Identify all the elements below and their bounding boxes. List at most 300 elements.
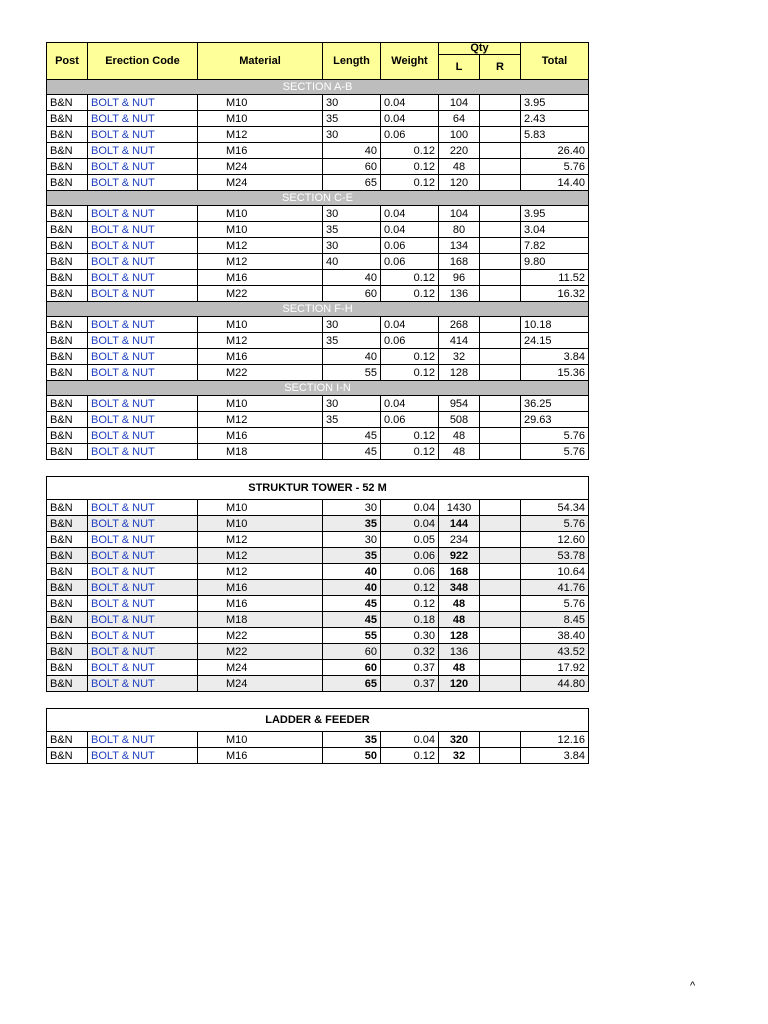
weight-cell: 0.12 bbox=[381, 580, 439, 596]
erection-code-cell: BOLT & NUT bbox=[88, 500, 198, 516]
qty-l-cell: 954 bbox=[439, 396, 480, 412]
total-cell: 38.40 bbox=[521, 628, 589, 644]
material-cell: M12 bbox=[198, 127, 323, 143]
total-cell: 11.52 bbox=[521, 270, 589, 286]
section-header bbox=[47, 381, 589, 396]
erection-code-cell: BOLT & NUT bbox=[88, 270, 198, 286]
table-row bbox=[47, 254, 589, 270]
qty-l-cell: 48 bbox=[439, 444, 480, 460]
qty-r-cell bbox=[480, 580, 521, 596]
ladder-table bbox=[46, 708, 589, 764]
table-row bbox=[47, 333, 589, 349]
table-row bbox=[47, 159, 589, 175]
table-row bbox=[47, 500, 589, 516]
qty-r-cell bbox=[480, 365, 521, 381]
length-cell: 55 bbox=[323, 365, 381, 381]
weight-cell: 0.37 bbox=[381, 676, 439, 692]
erection-code-cell: BOLT & NUT bbox=[88, 159, 198, 175]
erection-code-cell: BOLT & NUT bbox=[88, 748, 198, 764]
length-cell: 30 bbox=[323, 500, 381, 516]
material-cell: M10 bbox=[198, 95, 323, 111]
length-cell: 45 bbox=[323, 444, 381, 460]
weight-cell: 0.12 bbox=[381, 175, 439, 191]
total-cell: 9.80 bbox=[521, 254, 589, 270]
qty-l-cell: 234 bbox=[439, 532, 480, 548]
material-cell: M10 bbox=[198, 732, 323, 748]
table-row bbox=[47, 95, 589, 111]
qty-l-cell: 1430 bbox=[439, 500, 480, 516]
qty-r-cell bbox=[480, 676, 521, 692]
table-row bbox=[47, 596, 589, 612]
table-row bbox=[47, 516, 589, 532]
total-cell: 15.36 bbox=[521, 365, 589, 381]
material-cell: M12 bbox=[198, 254, 323, 270]
total-cell: 12.60 bbox=[521, 532, 589, 548]
post-cell: B&N bbox=[47, 644, 88, 660]
table-row bbox=[47, 286, 589, 302]
weight-cell: 0.04 bbox=[381, 95, 439, 111]
post-cell: B&N bbox=[47, 238, 88, 254]
total-cell: 5.76 bbox=[521, 516, 589, 532]
erection-code-cell: BOLT & NUT bbox=[88, 175, 198, 191]
qty-l-cell: 32 bbox=[439, 748, 480, 764]
section-title: SECTION F-H bbox=[47, 302, 589, 317]
total-cell: 29.63 bbox=[521, 412, 589, 428]
total-cell: 12.16 bbox=[521, 732, 589, 748]
length-cell: 30 bbox=[323, 532, 381, 548]
qty-r-cell bbox=[480, 175, 521, 191]
total-cell: 5.76 bbox=[521, 596, 589, 612]
material-cell: M22 bbox=[198, 644, 323, 660]
erection-code-cell: BOLT & NUT bbox=[88, 428, 198, 444]
weight-cell: 0.04 bbox=[381, 732, 439, 748]
length-cell: 30 bbox=[323, 206, 381, 222]
erection-code-cell: BOLT & NUT bbox=[88, 412, 198, 428]
erection-code-cell: BOLT & NUT bbox=[88, 732, 198, 748]
qty-r-cell bbox=[480, 349, 521, 365]
post-cell: B&N bbox=[47, 444, 88, 460]
table-row bbox=[47, 444, 589, 460]
weight-cell: 0.06 bbox=[381, 564, 439, 580]
qty-l-cell: 120 bbox=[439, 676, 480, 692]
qty-l-cell: 168 bbox=[439, 564, 480, 580]
length-cell: 60 bbox=[323, 286, 381, 302]
post-cell: B&N bbox=[47, 365, 88, 381]
length-cell: 45 bbox=[323, 596, 381, 612]
erection-code-cell: BOLT & NUT bbox=[88, 644, 198, 660]
total-cell: 16.32 bbox=[521, 286, 589, 302]
table-row bbox=[47, 222, 589, 238]
sections-table bbox=[46, 42, 589, 460]
erection-code-cell: BOLT & NUT bbox=[88, 254, 198, 270]
qty-l-cell: 134 bbox=[439, 238, 480, 254]
length-cell: 30 bbox=[323, 317, 381, 333]
total-cell: 54.34 bbox=[521, 500, 589, 516]
erection-code-cell: BOLT & NUT bbox=[88, 564, 198, 580]
section-header bbox=[47, 80, 589, 95]
erection-code-cell: BOLT & NUT bbox=[88, 396, 198, 412]
post-cell: B&N bbox=[47, 612, 88, 628]
table-row bbox=[47, 428, 589, 444]
qty-l-cell: 128 bbox=[439, 365, 480, 381]
weight-cell: 0.18 bbox=[381, 612, 439, 628]
erection-code-cell: BOLT & NUT bbox=[88, 286, 198, 302]
qty-l-cell: 348 bbox=[439, 580, 480, 596]
header-total: Total bbox=[521, 43, 589, 80]
section-header bbox=[47, 191, 589, 206]
weight-cell: 0.04 bbox=[381, 396, 439, 412]
material-cell: M16 bbox=[198, 596, 323, 612]
header-qty: Qty bbox=[439, 43, 521, 55]
material-cell: M12 bbox=[198, 532, 323, 548]
qty-r-cell bbox=[480, 238, 521, 254]
erection-code-cell: BOLT & NUT bbox=[88, 516, 198, 532]
post-cell: B&N bbox=[47, 175, 88, 191]
table-row bbox=[47, 317, 589, 333]
length-cell: 30 bbox=[323, 95, 381, 111]
post-cell: B&N bbox=[47, 412, 88, 428]
qty-r-cell bbox=[480, 660, 521, 676]
table-row bbox=[47, 532, 589, 548]
qty-r-cell bbox=[480, 412, 521, 428]
ladder-title: LADDER & FEEDER bbox=[47, 709, 589, 732]
table-row bbox=[47, 143, 589, 159]
length-cell: 30 bbox=[323, 396, 381, 412]
post-cell: B&N bbox=[47, 286, 88, 302]
header-weight: Weight bbox=[381, 43, 439, 80]
qty-r-cell bbox=[480, 111, 521, 127]
length-cell: 30 bbox=[323, 238, 381, 254]
length-cell: 65 bbox=[323, 676, 381, 692]
weight-cell: 0.37 bbox=[381, 660, 439, 676]
table-row bbox=[47, 548, 589, 564]
qty-r-cell bbox=[480, 732, 521, 748]
weight-cell: 0.12 bbox=[381, 748, 439, 764]
qty-r-cell bbox=[480, 254, 521, 270]
total-cell: 5.76 bbox=[521, 159, 589, 175]
weight-cell: 0.12 bbox=[381, 444, 439, 460]
qty-l-cell: 100 bbox=[439, 127, 480, 143]
section-title: SECTION A-B bbox=[47, 80, 589, 95]
total-cell: 24.15 bbox=[521, 333, 589, 349]
length-cell: 55 bbox=[323, 628, 381, 644]
qty-l-cell: 414 bbox=[439, 333, 480, 349]
material-cell: M24 bbox=[198, 159, 323, 175]
length-cell: 35 bbox=[323, 333, 381, 349]
post-cell: B&N bbox=[47, 660, 88, 676]
qty-l-cell: 136 bbox=[439, 644, 480, 660]
qty-r-cell bbox=[480, 270, 521, 286]
erection-code-cell: BOLT & NUT bbox=[88, 143, 198, 159]
qty-l-cell: 220 bbox=[439, 143, 480, 159]
qty-r-cell bbox=[480, 596, 521, 612]
length-cell: 60 bbox=[323, 644, 381, 660]
qty-l-cell: 168 bbox=[439, 254, 480, 270]
weight-cell: 0.12 bbox=[381, 428, 439, 444]
qty-l-cell: 508 bbox=[439, 412, 480, 428]
total-cell: 3.95 bbox=[521, 206, 589, 222]
material-cell: M22 bbox=[198, 286, 323, 302]
qty-r-cell bbox=[480, 748, 521, 764]
qty-l-cell: 922 bbox=[439, 548, 480, 564]
qty-l-cell: 144 bbox=[439, 516, 480, 532]
qty-r-cell bbox=[480, 396, 521, 412]
section-title: SECTION I-N bbox=[47, 381, 589, 396]
erection-code-cell: BOLT & NUT bbox=[88, 349, 198, 365]
weight-cell: 0.30 bbox=[381, 628, 439, 644]
erection-code-cell: BOLT & NUT bbox=[88, 444, 198, 460]
erection-code-cell: BOLT & NUT bbox=[88, 532, 198, 548]
table-row bbox=[47, 349, 589, 365]
material-cell: M10 bbox=[198, 500, 323, 516]
total-cell: 3.95 bbox=[521, 95, 589, 111]
material-cell: M10 bbox=[198, 396, 323, 412]
weight-cell: 0.12 bbox=[381, 596, 439, 612]
erection-code-cell: BOLT & NUT bbox=[88, 660, 198, 676]
weight-cell: 0.04 bbox=[381, 500, 439, 516]
length-cell: 40 bbox=[323, 143, 381, 159]
total-cell: 3.84 bbox=[521, 349, 589, 365]
table-row bbox=[47, 270, 589, 286]
erection-code-cell: BOLT & NUT bbox=[88, 127, 198, 143]
total-cell: 10.18 bbox=[521, 317, 589, 333]
table-row bbox=[47, 628, 589, 644]
material-cell: M16 bbox=[198, 428, 323, 444]
length-cell: 40 bbox=[323, 270, 381, 286]
table-row bbox=[47, 365, 589, 381]
material-cell: M24 bbox=[198, 175, 323, 191]
struktur-title: STRUKTUR TOWER - 52 M bbox=[47, 477, 589, 500]
post-cell: B&N bbox=[47, 428, 88, 444]
material-cell: M22 bbox=[198, 628, 323, 644]
qty-l-cell: 104 bbox=[439, 206, 480, 222]
total-cell: 17.92 bbox=[521, 660, 589, 676]
post-cell: B&N bbox=[47, 516, 88, 532]
erection-code-cell: BOLT & NUT bbox=[88, 111, 198, 127]
total-cell: 36.25 bbox=[521, 396, 589, 412]
material-cell: M10 bbox=[198, 516, 323, 532]
weight-cell: 0.06 bbox=[381, 127, 439, 143]
length-cell: 35 bbox=[323, 548, 381, 564]
total-cell: 44.80 bbox=[521, 676, 589, 692]
qty-l-cell: 96 bbox=[439, 270, 480, 286]
post-cell: B&N bbox=[47, 317, 88, 333]
qty-r-cell bbox=[480, 206, 521, 222]
post-cell: B&N bbox=[47, 580, 88, 596]
erection-code-cell: BOLT & NUT bbox=[88, 676, 198, 692]
post-cell: B&N bbox=[47, 159, 88, 175]
material-cell: M16 bbox=[198, 748, 323, 764]
material-cell: M24 bbox=[198, 660, 323, 676]
qty-l-cell: 120 bbox=[439, 175, 480, 191]
total-cell: 14.40 bbox=[521, 175, 589, 191]
table-row bbox=[47, 111, 589, 127]
total-cell: 5.76 bbox=[521, 428, 589, 444]
erection-code-cell: BOLT & NUT bbox=[88, 628, 198, 644]
length-cell: 65 bbox=[323, 175, 381, 191]
header-post: Post bbox=[47, 43, 88, 80]
material-cell: M16 bbox=[198, 580, 323, 596]
material-cell: M18 bbox=[198, 612, 323, 628]
material-cell: M16 bbox=[198, 270, 323, 286]
table-row bbox=[47, 644, 589, 660]
qty-r-cell bbox=[480, 444, 521, 460]
erection-code-cell: BOLT & NUT bbox=[88, 596, 198, 612]
qty-l-cell: 268 bbox=[439, 317, 480, 333]
weight-cell: 0.04 bbox=[381, 111, 439, 127]
qty-r-cell bbox=[480, 95, 521, 111]
post-cell: B&N bbox=[47, 500, 88, 516]
material-cell: M10 bbox=[198, 111, 323, 127]
qty-l-cell: 64 bbox=[439, 111, 480, 127]
length-cell: 45 bbox=[323, 428, 381, 444]
qty-r-cell bbox=[480, 222, 521, 238]
header-length: Length bbox=[323, 43, 381, 80]
qty-l-cell: 136 bbox=[439, 286, 480, 302]
post-cell: B&N bbox=[47, 222, 88, 238]
weight-cell: 0.12 bbox=[381, 270, 439, 286]
weight-cell: 0.04 bbox=[381, 222, 439, 238]
erection-code-cell: BOLT & NUT bbox=[88, 206, 198, 222]
erection-code-cell: BOLT & NUT bbox=[88, 95, 198, 111]
erection-code-cell: BOLT & NUT bbox=[88, 222, 198, 238]
post-cell: B&N bbox=[47, 564, 88, 580]
length-cell: 40 bbox=[323, 349, 381, 365]
length-cell: 40 bbox=[323, 564, 381, 580]
table-row bbox=[47, 732, 589, 748]
table-row bbox=[47, 206, 589, 222]
total-cell: 2.43 bbox=[521, 111, 589, 127]
material-cell: M12 bbox=[198, 238, 323, 254]
length-cell: 35 bbox=[323, 412, 381, 428]
total-cell: 41.76 bbox=[521, 580, 589, 596]
post-cell: B&N bbox=[47, 254, 88, 270]
post-cell: B&N bbox=[47, 95, 88, 111]
length-cell: 50 bbox=[323, 748, 381, 764]
post-cell: B&N bbox=[47, 748, 88, 764]
material-cell: M16 bbox=[198, 349, 323, 365]
post-cell: B&N bbox=[47, 333, 88, 349]
total-cell: 53.78 bbox=[521, 548, 589, 564]
weight-cell: 0.04 bbox=[381, 317, 439, 333]
total-cell: 3.84 bbox=[521, 748, 589, 764]
table-row bbox=[47, 127, 589, 143]
weight-cell: 0.12 bbox=[381, 159, 439, 175]
qty-l-cell: 48 bbox=[439, 596, 480, 612]
corner-mark: ^ bbox=[690, 980, 696, 992]
post-cell: B&N bbox=[47, 111, 88, 127]
qty-l-cell: 48 bbox=[439, 428, 480, 444]
weight-cell: 0.12 bbox=[381, 286, 439, 302]
qty-r-cell bbox=[480, 127, 521, 143]
material-cell: M18 bbox=[198, 444, 323, 460]
erection-code-cell: BOLT & NUT bbox=[88, 333, 198, 349]
qty-r-cell bbox=[480, 286, 521, 302]
header-qty-l: L bbox=[439, 55, 480, 80]
qty-r-cell bbox=[480, 628, 521, 644]
qty-l-cell: 104 bbox=[439, 95, 480, 111]
length-cell: 30 bbox=[323, 127, 381, 143]
length-cell: 40 bbox=[323, 580, 381, 596]
qty-r-cell bbox=[480, 500, 521, 516]
total-cell: 43.52 bbox=[521, 644, 589, 660]
qty-r-cell bbox=[480, 143, 521, 159]
material-cell: M12 bbox=[198, 333, 323, 349]
post-cell: B&N bbox=[47, 270, 88, 286]
post-cell: B&N bbox=[47, 548, 88, 564]
table-row bbox=[47, 748, 589, 764]
material-cell: M12 bbox=[198, 412, 323, 428]
section-title: SECTION C-E bbox=[47, 191, 589, 206]
material-cell: M12 bbox=[198, 548, 323, 564]
length-cell: 35 bbox=[323, 222, 381, 238]
bolt-schedule-sheet bbox=[46, 42, 588, 764]
qty-l-cell: 48 bbox=[439, 612, 480, 628]
length-cell: 35 bbox=[323, 732, 381, 748]
weight-cell: 0.06 bbox=[381, 412, 439, 428]
total-cell: 26.40 bbox=[521, 143, 589, 159]
qty-r-cell bbox=[480, 612, 521, 628]
erection-code-cell: BOLT & NUT bbox=[88, 238, 198, 254]
table-row bbox=[47, 412, 589, 428]
qty-r-cell bbox=[480, 333, 521, 349]
weight-cell: 0.12 bbox=[381, 143, 439, 159]
qty-l-cell: 128 bbox=[439, 628, 480, 644]
table-row bbox=[47, 396, 589, 412]
erection-code-cell: BOLT & NUT bbox=[88, 548, 198, 564]
length-cell: 45 bbox=[323, 612, 381, 628]
post-cell: B&N bbox=[47, 206, 88, 222]
material-cell: M24 bbox=[198, 676, 323, 692]
total-cell: 3.04 bbox=[521, 222, 589, 238]
qty-l-cell: 80 bbox=[439, 222, 480, 238]
qty-r-cell bbox=[480, 564, 521, 580]
qty-r-cell bbox=[480, 317, 521, 333]
header-erection-code: Erection Code bbox=[88, 43, 198, 80]
total-cell: 10.64 bbox=[521, 564, 589, 580]
table-row bbox=[47, 612, 589, 628]
weight-cell: 0.06 bbox=[381, 333, 439, 349]
weight-cell: 0.05 bbox=[381, 532, 439, 548]
material-cell: M10 bbox=[198, 206, 323, 222]
table-row bbox=[47, 564, 589, 580]
post-cell: B&N bbox=[47, 532, 88, 548]
post-cell: B&N bbox=[47, 349, 88, 365]
table-row bbox=[47, 580, 589, 596]
post-cell: B&N bbox=[47, 396, 88, 412]
table-row bbox=[47, 660, 589, 676]
erection-code-cell: BOLT & NUT bbox=[88, 317, 198, 333]
material-cell: M16 bbox=[198, 143, 323, 159]
post-cell: B&N bbox=[47, 732, 88, 748]
table-row bbox=[47, 175, 589, 191]
qty-r-cell bbox=[480, 548, 521, 564]
header-qty-r: R bbox=[480, 55, 521, 80]
post-cell: B&N bbox=[47, 127, 88, 143]
weight-cell: 0.06 bbox=[381, 238, 439, 254]
weight-cell: 0.06 bbox=[381, 254, 439, 270]
material-cell: M10 bbox=[198, 317, 323, 333]
total-cell: 7.82 bbox=[521, 238, 589, 254]
weight-cell: 0.12 bbox=[381, 349, 439, 365]
qty-r-cell bbox=[480, 532, 521, 548]
erection-code-cell: BOLT & NUT bbox=[88, 612, 198, 628]
qty-r-cell bbox=[480, 428, 521, 444]
qty-r-cell bbox=[480, 644, 521, 660]
post-cell: B&N bbox=[47, 596, 88, 612]
table-row bbox=[47, 676, 589, 692]
weight-cell: 0.04 bbox=[381, 516, 439, 532]
